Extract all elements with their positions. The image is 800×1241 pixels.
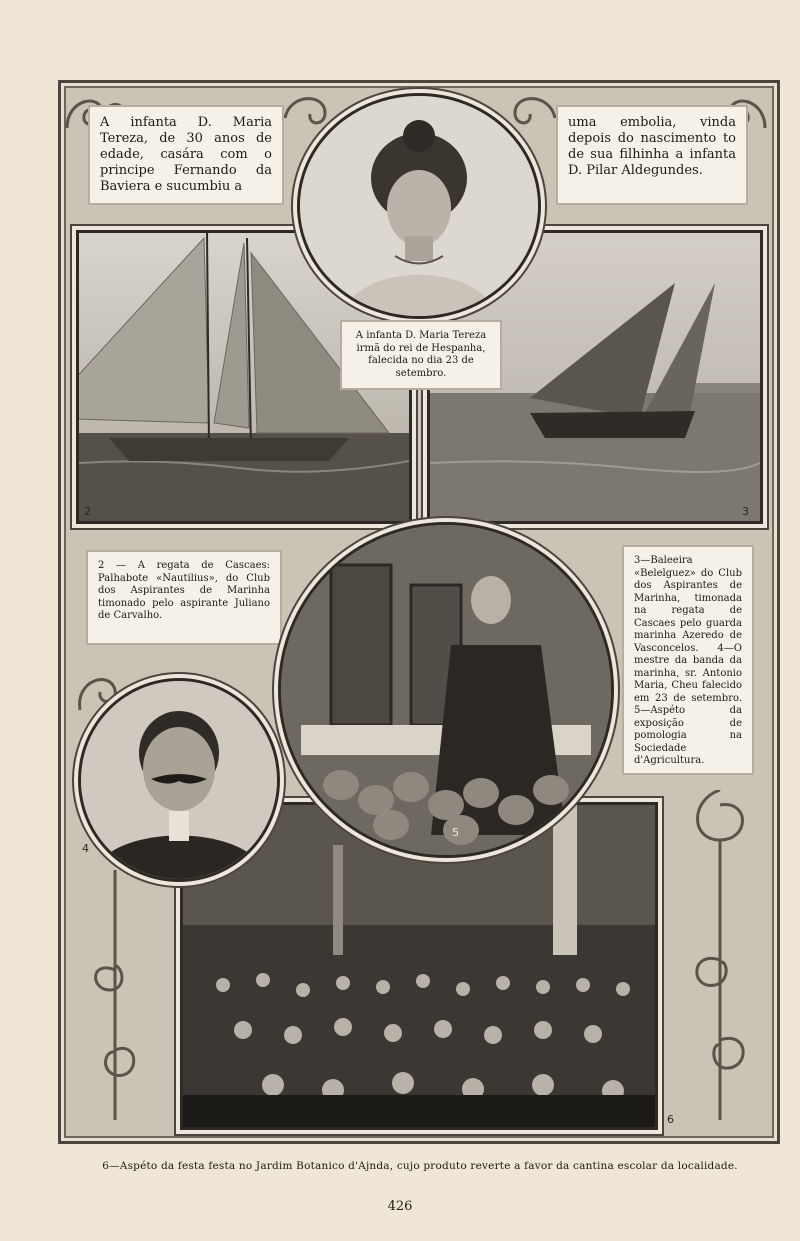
- mestre-portrait-image: [81, 681, 277, 879]
- infanta-portrait-image: [300, 96, 538, 316]
- photo-mestre-banda: [78, 678, 280, 882]
- intro-text-left: A infanta D. Maria Tereza, de 30 anos de edade, casára com o principe Fernando da Baviera e sucumbiu a: [90, 107, 282, 203]
- vine-ornament-left: [85, 870, 145, 1120]
- caption-baleeira-mestre-pomologia: 3—Baleeira «Belelguez» do Club dos Aspirantes de Marinha, timonada na regata de Cascaes pelo guarda marinha Azeredo de Vasconcelos. 4—O mestre da banda da marinha, sr. Antonio Maria, Cheu falecido em 23 de setembro. 5—Aspéto da exposição de pomologia na Sociedade d'Agricultura.: [624, 547, 752, 773]
- photo-exposicao-pomologia: [278, 522, 614, 858]
- photo-number-3: 3: [742, 505, 749, 518]
- vine-ornament-right: [680, 790, 760, 1120]
- photo-infanta-portrait: [297, 93, 541, 319]
- photo-number-4: 4: [82, 842, 89, 855]
- portrait-caption: A infanta D. Maria Tereza irmã do rei de Hespanha, falecida no dia 23 de setembro.: [342, 322, 500, 388]
- page-number: 426: [387, 1199, 413, 1214]
- photo-number-5: 5: [452, 826, 459, 839]
- intro-text-right: uma embolia, vinda depois do nascimento to de sua filhinha a infanta D. Pilar Aldegundes.: [558, 107, 746, 203]
- photo-number-2: 2: [84, 505, 91, 518]
- caption-regata-palhabote: 2 — A regata de Cascaes: Palhabote «Nautilius», do Club dos Aspirantes de Marinha timonado pelo aspirante Juliano de Carvalho.: [88, 552, 280, 643]
- pomology-image: [281, 525, 611, 855]
- caption-festa-jardim: 6—Aspéto da festa festa no Jardim Botanico d'Ajnda, cujo produto reverte a favor da cantina escolar da localidade.: [102, 1160, 738, 1172]
- photo-number-6: 6: [667, 1113, 674, 1126]
